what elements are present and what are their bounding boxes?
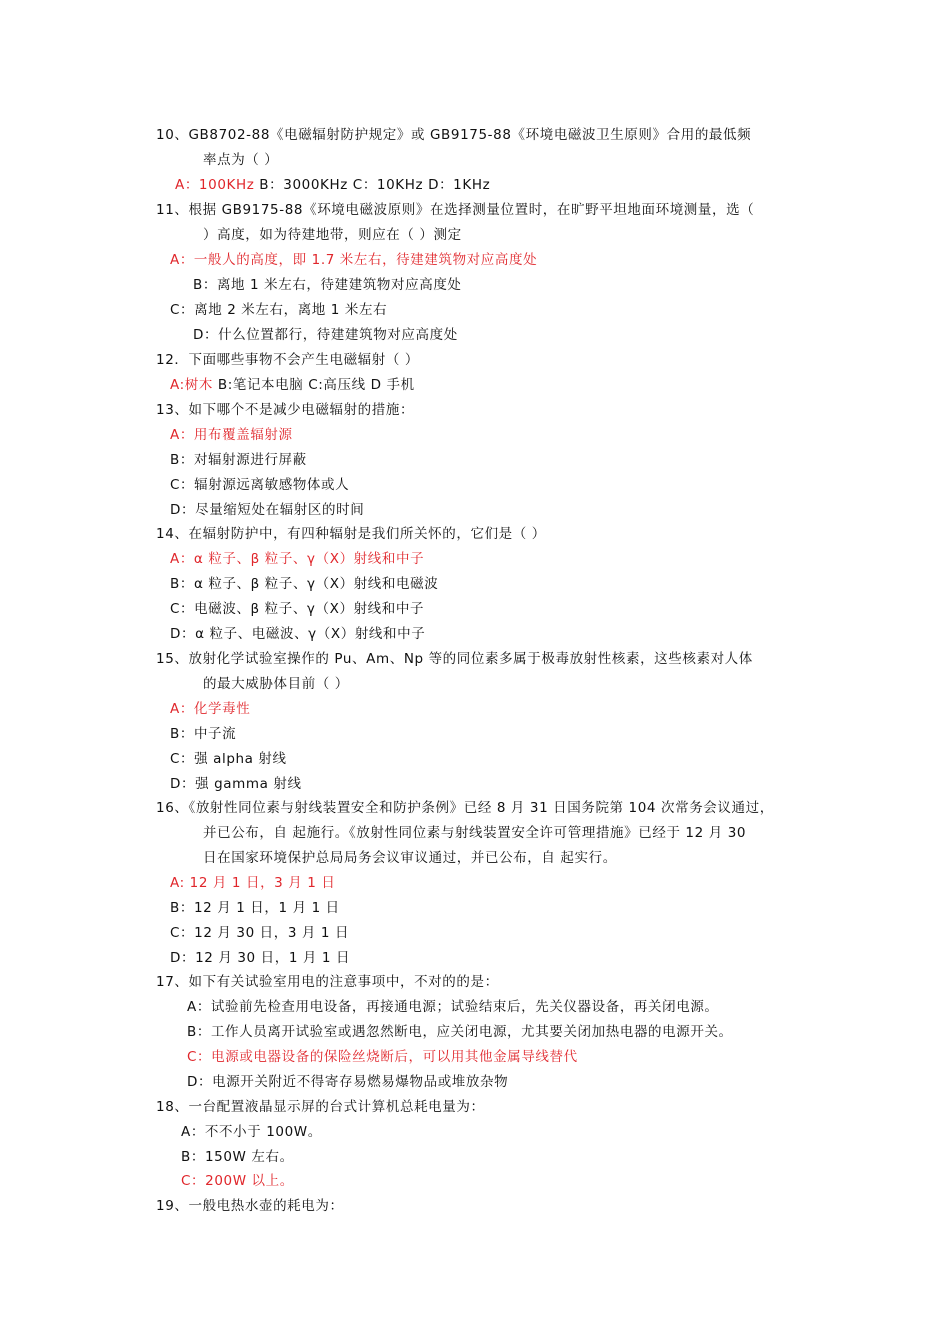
answer-13-a: A：用布覆盖辐射源 <box>170 427 293 443</box>
option-14-d: D：α 粒子、电磁波、γ（X）射线和中子 <box>170 626 426 642</box>
option-11-d: D：什么位置都行，待建建筑物对应高度处 <box>193 327 458 343</box>
option-13-d: D：尽量缩短处在辐射区的时间 <box>170 502 365 518</box>
question-19: 19、一般电热水壶的耗电为： <box>156 1198 344 1214</box>
question-15: 15、放射化学试验室操作的 Pu、Am、Np 等的同位素多属于极毒放射性核素，这些核素对人体 <box>156 651 753 667</box>
option-17-a: A：试验前先检查用电设备，再接通电源；试验结束后，先关仪器设备，再关闭电源。 <box>187 999 719 1015</box>
option-16-d: D：12 月 30 日，1 月 1 日 <box>170 950 351 966</box>
option-13-b: B：对辐射源进行屏蔽 <box>170 452 307 468</box>
question-12: 12．下面哪些事物不会产生电磁辐射（ ） <box>156 352 419 368</box>
option-17-d: D：电源开关附近不得寄存易燃易爆物品或堆放杂物 <box>187 1074 509 1090</box>
answer-10-a: A：100KHz <box>175 177 255 193</box>
option-13-c: C：辐射源远离敏感物体或人 <box>170 477 350 493</box>
answer-12-a: A:树木 <box>170 377 213 393</box>
question-14: 14、在辐射防护中，有四种辐射是我们所关怀的，它们是（ ） <box>156 526 546 542</box>
option-14-c: C：电磁波、β 粒子、γ（X）射线和中子 <box>170 601 425 617</box>
option-11-b: B：离地 1 米左右，待建建筑物对应高度处 <box>193 277 462 293</box>
question-16-cont-2: 日在国家环境保护总局局务会议审议通过，并已公布，自 起实行。 <box>203 850 617 866</box>
question-10: 10、GB8702-88《电磁辐射防护规定》或 GB9175-88《环境电磁波卫生原则》合用的最低频 <box>156 127 752 143</box>
answer-15-a: A：化学毒性 <box>170 701 251 717</box>
question-10-cont: 率点为（ ） <box>203 152 279 168</box>
question-16: 16、《放射性同位素与射线装置安全和防护条例》已经 8 月 31 日国务院第 104 次常务会议通过， <box>156 800 774 816</box>
answer-11-a: A：一般人的高度，即 1.7 米左右，待建建筑物对应高度处 <box>170 252 538 268</box>
options-12-rest: B:笔记本电脑 C:高压线 D 手机 <box>212 377 415 393</box>
options-10-rest: B：3000KHz C：10KHz D：1KHz <box>254 177 491 193</box>
answer-17-c: C：电源或电器设备的保险丝烧断后，可以用其他金属导线替代 <box>187 1049 578 1065</box>
question-17: 17、如下有关试验室用电的注意事项中，不对的的是： <box>156 974 499 990</box>
question-15-cont: 的最大威胁体目前（ ） <box>203 676 349 692</box>
answer-18-c: C：200W 以上。 <box>181 1173 294 1189</box>
option-18-b: B：150W 左右。 <box>181 1149 294 1165</box>
question-13: 13、如下哪个不是减少电磁辐射的措施： <box>156 402 415 418</box>
question-12-options <box>170 373 415 398</box>
question-11: 11、根据 GB9175-88《环境电磁波原则》在选择测量位置时，在旷野平坦地面环境测量，选（ <box>156 202 755 218</box>
answer-14-a: A：α 粒子、β 粒子、γ（X）射线和中子 <box>170 551 425 567</box>
option-17-b: B：工作人员离开试验室或遇忽然断电，应关闭电源，尤其要关闭加热电器的电源开关。 <box>187 1024 733 1040</box>
question-18: 18、一台配置液晶显示屏的台式计算机总耗电量为： <box>156 1099 485 1115</box>
answer-16-a: A: 12 月 1 日，3 月 1 日 <box>170 875 336 891</box>
option-15-b: B：中子流 <box>170 726 237 742</box>
question-16-cont-1: 并已公布，自 起施行。《放射性同位素与射线装置安全许可管理措施》已经于 12 月 30 <box>203 825 747 841</box>
question-11-cont: ）高度，如为待建地带，则应在（ ）测定 <box>203 227 462 243</box>
option-15-c: C：强 alpha 射线 <box>170 751 287 767</box>
option-14-b: B：α 粒子、β 粒子、γ（X）射线和电磁波 <box>170 576 439 592</box>
option-16-c: C：12 月 30 日，3 月 1 日 <box>170 925 350 941</box>
question-10-options <box>175 173 490 198</box>
option-11-c: C：离地 2 米左右，离地 1 米左右 <box>170 302 388 318</box>
option-16-b: B：12 月 1 日，1 月 1 日 <box>170 900 340 916</box>
option-18-a: A：不不小于 100W。 <box>181 1124 322 1140</box>
option-15-d: D：强 gamma 射线 <box>170 776 302 792</box>
